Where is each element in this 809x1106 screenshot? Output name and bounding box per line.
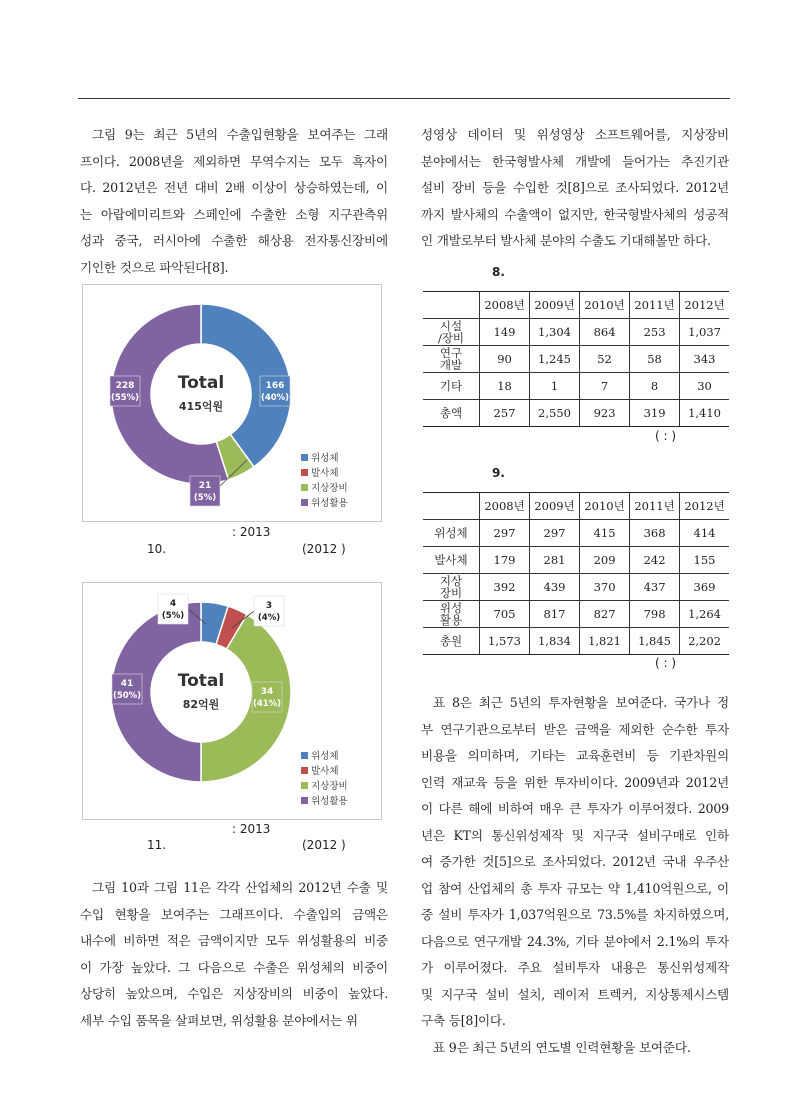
slice-percent-label: (5%) bbox=[193, 493, 217, 503]
row-label-line: 기타 bbox=[439, 379, 463, 393]
row-label-line: 지상 bbox=[439, 574, 463, 588]
left-paragraph-1 bbox=[80, 122, 388, 281]
text-line: 및 지구국 설비 설치, 레이저 트렉커, 지상통제시스템 bbox=[421, 986, 729, 1002]
figure-10-caption-number: 10. bbox=[147, 542, 167, 556]
table-cell: 179 bbox=[480, 547, 530, 574]
right-paragraph-2 bbox=[421, 690, 729, 1061]
table-cell: 827 bbox=[580, 601, 630, 628]
table-row bbox=[423, 547, 729, 574]
figure-10-caption-year: (2012 ) bbox=[302, 542, 346, 556]
text-line: 상당히 높았으며, 수입은 지상장비의 비중이 높았다. bbox=[80, 986, 388, 1001]
legend-swatch bbox=[301, 484, 308, 491]
table-cell: 1,845 bbox=[630, 628, 680, 655]
table-cell: 1,834 bbox=[530, 628, 580, 655]
table-cell: 297 bbox=[530, 520, 580, 547]
text-line: 그림 10과 그림 11은 각각 산업체의 2012년 수출 및 bbox=[92, 880, 388, 895]
table-cell: 155 bbox=[680, 547, 729, 574]
text-line: 세부 수입 품목을 살펴보면, 위성활용 분야에서는 위 bbox=[80, 1012, 358, 1028]
slice-value-label: 4 bbox=[169, 599, 177, 609]
row-label-line: 위성체 bbox=[434, 526, 468, 540]
slice-value-label: 228 bbox=[115, 381, 135, 391]
table-cell: 7 bbox=[580, 373, 630, 400]
table-cell: 2,202 bbox=[680, 628, 729, 655]
legend-swatch bbox=[301, 454, 308, 461]
center-value: 415억원 bbox=[178, 400, 224, 413]
row-label-line: 발사체 bbox=[434, 553, 468, 567]
slice-value-label: 21 bbox=[198, 481, 212, 491]
center-value: 82억원 bbox=[182, 698, 220, 711]
row-header bbox=[423, 547, 480, 574]
table-cell: 52 bbox=[580, 346, 630, 373]
figure-11-caption-number: 11. bbox=[147, 838, 167, 852]
table-cell: 58 bbox=[630, 346, 680, 373]
row-label-line: 활용 bbox=[439, 613, 463, 627]
row-label-line: 위성 bbox=[439, 601, 463, 615]
table-cell: 253 bbox=[630, 319, 680, 346]
legend-label: 위성활용 bbox=[311, 498, 348, 509]
table-cell: 1,245 bbox=[530, 346, 580, 373]
column-header: 2012년 bbox=[680, 493, 729, 520]
table-row bbox=[423, 373, 729, 400]
text-line: 비용을 의미하며, 기타는 교육훈련비 등 기관차원의 bbox=[421, 748, 729, 763]
legend-label: 발사체 bbox=[311, 766, 339, 777]
center-title: Total bbox=[177, 671, 225, 691]
table-row bbox=[423, 346, 729, 373]
text-line: 기인한 것으로 파악된다[8]. bbox=[80, 259, 229, 275]
center-title: Total bbox=[177, 373, 225, 393]
slice-value-label: 3 bbox=[265, 601, 273, 611]
column-header: 2010년 bbox=[580, 292, 630, 319]
figure-11-source: : 2013 bbox=[232, 822, 271, 836]
column-header: 2009년 bbox=[530, 493, 580, 520]
table-cell: 368 bbox=[630, 520, 680, 547]
text-line: 설비 장비 등을 수입한 것[8]으로 조사되었다. 2012년 bbox=[421, 180, 729, 195]
table-9-caption: 9. bbox=[492, 466, 505, 480]
slice-percent-label: (50%) bbox=[112, 691, 142, 701]
right-paragraph-1 bbox=[421, 122, 729, 255]
row-header bbox=[423, 574, 480, 601]
table-row bbox=[423, 601, 729, 628]
text-line: 이 가장 높았다. 그 다음으로 수출은 위성체의 비중이 bbox=[80, 959, 388, 975]
header-rule bbox=[78, 98, 730, 99]
slice-value-label: 166 bbox=[265, 381, 285, 391]
text-line: 다음으로 연구개발 24.3%, 기타 분야에서 2.1%의 투자 bbox=[421, 933, 729, 949]
row-label-line: 총액 bbox=[439, 406, 463, 420]
text-line: 표 8은 최근 5년의 투자현황을 보여준다. 국가나 정 bbox=[433, 695, 729, 710]
table-cell: 242 bbox=[630, 547, 680, 574]
corner-cell bbox=[423, 493, 480, 520]
legend-swatch bbox=[301, 499, 308, 506]
row-header bbox=[423, 628, 480, 655]
text-line: 다. 2012년은 전년 대비 2배 이상이 상승하였는데, 이 bbox=[80, 180, 388, 195]
text-line: 표 9은 최근 5년의 연도별 인력현황을 보여준다. bbox=[433, 1039, 691, 1055]
column-header: 2008년 bbox=[480, 493, 530, 520]
row-label-line: 총원 bbox=[439, 634, 463, 648]
table-cell: 1,304 bbox=[530, 319, 580, 346]
slice-percent-label: (4%) bbox=[257, 613, 281, 623]
table-row bbox=[423, 520, 729, 547]
table-8-unit: ( : ) bbox=[655, 429, 677, 443]
figure-11-caption-year: (2012 ) bbox=[302, 838, 346, 852]
corner-cell bbox=[423, 292, 480, 319]
text-line: 여 증가한 것[5]으로 조사되었다. 2012년 국내 우주산 bbox=[421, 854, 729, 869]
text-line: 부 연구기관으로부터 받은 금액을 제외한 순수한 투자 bbox=[421, 721, 729, 737]
table-cell: 281 bbox=[530, 547, 580, 574]
row-label-line: /장비 bbox=[437, 331, 465, 345]
slice-value-label: 41 bbox=[120, 679, 134, 689]
table-cell: 1,821 bbox=[580, 628, 630, 655]
table-cell: 2,550 bbox=[530, 400, 580, 427]
table-cell: 369 bbox=[680, 574, 729, 601]
row-header bbox=[423, 520, 480, 547]
legend-label: 위성활용 bbox=[311, 796, 348, 807]
table-cell: 209 bbox=[580, 547, 630, 574]
text-line: 년은 KT의 통신위성제작 및 지구국 설비구매로 인하 bbox=[421, 827, 729, 843]
column-header: 2011년 bbox=[630, 493, 680, 520]
text-line: 성과 중국, 러시아에 수출한 해상용 전자통신장비에 bbox=[80, 233, 388, 248]
column-header: 2008년 bbox=[480, 292, 530, 319]
text-line: 그림 9는 최근 5년의 수출입현황을 보여주는 그래 bbox=[92, 127, 388, 142]
legend-label: 위성체 bbox=[311, 751, 339, 762]
table-cell: 414 bbox=[680, 520, 729, 547]
row-header bbox=[423, 373, 480, 400]
legend-swatch bbox=[301, 767, 308, 774]
table-cell: 149 bbox=[480, 319, 530, 346]
table-8 bbox=[423, 291, 729, 427]
table-cell: 1,264 bbox=[680, 601, 729, 628]
legend-swatch bbox=[301, 469, 308, 476]
table-9-unit: ( : ) bbox=[655, 656, 677, 670]
text-line: 중 설비 투자가 1,037억원으로 73.5%를 차지하였으며, bbox=[421, 907, 729, 922]
table-cell: 392 bbox=[480, 574, 530, 601]
slice-percent-label: (41%) bbox=[252, 699, 282, 709]
text-line: 구축 등[8]이다. bbox=[421, 1013, 506, 1028]
row-header bbox=[423, 601, 480, 628]
row-header bbox=[423, 346, 480, 373]
table-cell: 343 bbox=[680, 346, 729, 373]
slice-percent-label: (5%) bbox=[161, 611, 185, 621]
table-cell: 319 bbox=[630, 400, 680, 427]
figure-10-chart bbox=[82, 284, 382, 522]
legend-swatch bbox=[301, 752, 308, 759]
legend-label: 발사체 bbox=[311, 468, 339, 479]
table-cell: 1 bbox=[530, 373, 580, 400]
row-label-line: 연구 bbox=[439, 346, 463, 360]
table-cell: 923 bbox=[580, 400, 630, 427]
table-row bbox=[423, 400, 729, 427]
column-header: 2010년 bbox=[580, 493, 630, 520]
figure-11-chart bbox=[82, 582, 382, 820]
table-cell: 817 bbox=[530, 601, 580, 628]
legend-label: 위성체 bbox=[311, 453, 339, 464]
row-label-line: 시설 bbox=[439, 319, 463, 333]
legend-label: 지상장비 bbox=[311, 483, 348, 494]
row-label-line: 장비 bbox=[439, 586, 463, 600]
slice-value-label: 34 bbox=[260, 687, 274, 697]
column-header: 2009년 bbox=[530, 292, 580, 319]
text-line: 성영상 데이터 및 위성영상 소프트웨어를, 지상장비 bbox=[421, 127, 729, 142]
table-row bbox=[423, 628, 729, 655]
table-cell: 8 bbox=[630, 373, 680, 400]
slice-percent-label: (40%) bbox=[260, 393, 290, 403]
table-cell: 370 bbox=[580, 574, 630, 601]
table-cell: 439 bbox=[530, 574, 580, 601]
slice-percent-label: (55%) bbox=[110, 393, 140, 403]
legend-swatch bbox=[301, 782, 308, 789]
table-cell: 864 bbox=[580, 319, 630, 346]
table-8-caption: 8. bbox=[492, 265, 505, 279]
left-paragraph-2 bbox=[80, 875, 388, 1034]
row-label-line: 개발 bbox=[439, 358, 463, 372]
text-line: 는 아랍에미리트와 스페인에 수출한 소형 지구관측위 bbox=[80, 206, 388, 222]
text-line: 까지 발사체의 수출액이 없지만, 한국형발사체의 성공적 bbox=[421, 206, 729, 222]
text-line: 업 참여 산업체의 총 투자 규모는 약 1,410억원으로, 이 bbox=[421, 880, 729, 896]
text-line: 인력 재교육 등을 위한 투자비이다. 2009년과 2012년 bbox=[421, 774, 729, 790]
table-cell: 1,037 bbox=[680, 319, 729, 346]
table-cell: 1,410 bbox=[680, 400, 729, 427]
text-line: 분야에서는 한국형발사체 개발에 들어가는 추진기관 bbox=[421, 153, 729, 169]
text-line: 내수에 비하면 적은 금액이지만 모두 위성활용의 비중 bbox=[80, 933, 388, 948]
legend-swatch bbox=[301, 797, 308, 804]
text-line: 수입 현황을 보여주는 그래프이다. 수출입의 금액은 bbox=[80, 906, 388, 922]
column-header: 2011년 bbox=[630, 292, 680, 319]
table-row bbox=[423, 319, 729, 346]
table-cell: 90 bbox=[480, 346, 530, 373]
row-header bbox=[423, 400, 480, 427]
text-line: 프이다. 2008년을 제외하면 무역수지는 모두 흑자이 bbox=[80, 153, 388, 169]
table-cell: 297 bbox=[480, 520, 530, 547]
table-row bbox=[423, 574, 729, 601]
table-cell: 30 bbox=[680, 373, 729, 400]
table-cell: 415 bbox=[580, 520, 630, 547]
figure-10-source: : 2013 bbox=[232, 525, 271, 539]
table-9 bbox=[423, 492, 729, 655]
row-header bbox=[423, 319, 480, 346]
table-cell: 705 bbox=[480, 601, 530, 628]
text-line: 가 이루어졌다. 주요 설비투자 내용은 통신위성제작 bbox=[421, 960, 729, 975]
table-cell: 257 bbox=[480, 400, 530, 427]
legend-label: 지상장비 bbox=[311, 781, 348, 792]
text-line: 이 다른 해에 비하여 매우 큰 투자가 이루어졌다. 2009 bbox=[421, 801, 729, 816]
table-cell: 18 bbox=[480, 373, 530, 400]
table-cell: 437 bbox=[630, 574, 680, 601]
column-header: 2012년 bbox=[680, 292, 729, 319]
table-cell: 798 bbox=[630, 601, 680, 628]
text-line: 인 개발로부터 발사체 분야의 수출도 기대해볼만 하다. bbox=[421, 233, 711, 248]
table-cell: 1,573 bbox=[480, 628, 530, 655]
